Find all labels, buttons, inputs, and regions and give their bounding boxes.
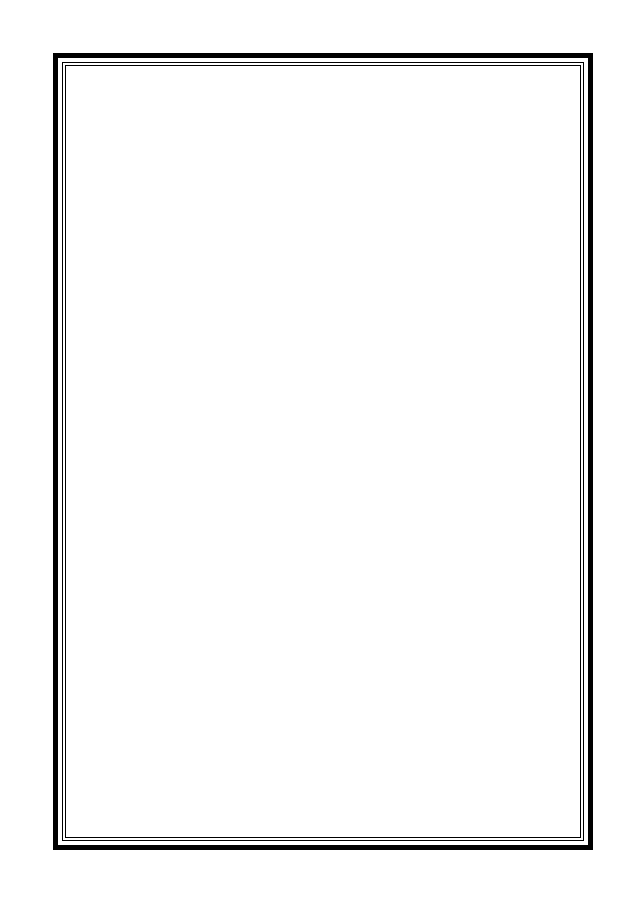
inner-border-2 (65, 65, 581, 838)
